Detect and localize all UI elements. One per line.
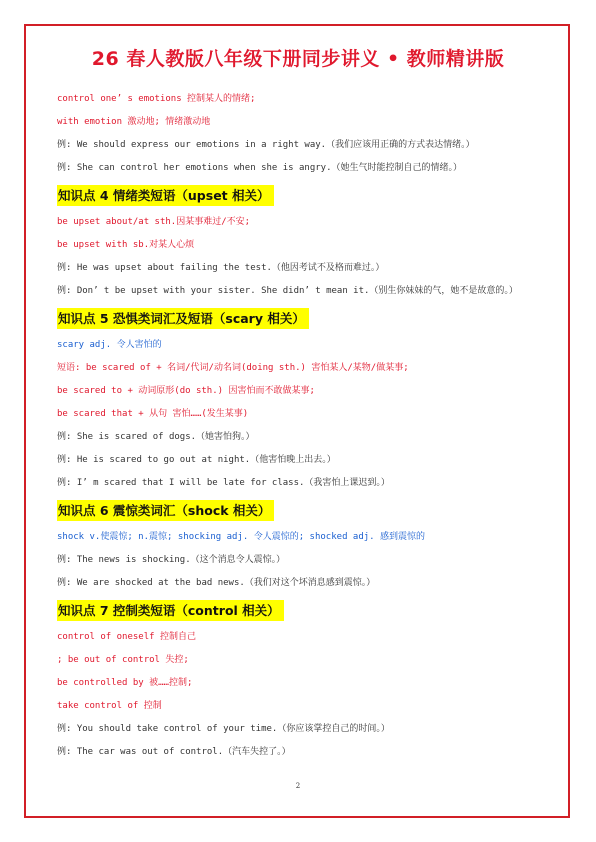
section-heading: 知识点 4 情绪类短语（upset 相关） xyxy=(57,185,274,206)
example-sentence xyxy=(57,280,557,303)
phrase-line xyxy=(57,403,557,426)
line-text: be scared that + 从句 害怕……(发生某事) xyxy=(57,409,249,419)
line-text: be upset with sb.对某人心烦 xyxy=(57,240,195,250)
document-body xyxy=(57,88,557,764)
phrase-line xyxy=(57,111,557,134)
phrase-line xyxy=(57,380,557,403)
phrase-line xyxy=(57,357,557,380)
section-heading-row xyxy=(57,303,557,334)
line-text: 例: She can control her emotions when she is angry.（她生气时能控制自己的情绪。） xyxy=(57,163,463,173)
line-text: ; be out of control 失控; xyxy=(57,655,189,665)
example-sentence xyxy=(57,572,557,595)
line-text: be upset about/at sth.因某事难过/不安; xyxy=(57,217,251,227)
page-number: 2 xyxy=(295,782,301,790)
phrase-line xyxy=(57,234,557,257)
phrase-line xyxy=(57,672,557,695)
line-text: 例: He was upset about failing the test.（他因考试不及格而难过。） xyxy=(57,263,385,273)
page-title: 26 春人教版八年级下册同步讲义 • 教师精讲版 xyxy=(91,48,505,70)
section-heading: 知识点 5 恐惧类词汇及短语（scary 相关） xyxy=(57,308,309,329)
line-text: 例: We should express our emotions in a right way.（我们应该用正确的方式表达情绪。） xyxy=(57,140,475,150)
section-heading-row xyxy=(57,595,557,626)
line-text: scary adj. 令人害怕的 xyxy=(57,340,162,350)
section-heading: 知识点 6 震惊类词汇（shock 相关） xyxy=(57,500,274,521)
example-sentence xyxy=(57,257,557,280)
line-text: 短语: be scared of + 名词/代词/动名词(doing sth.) 害怕某人/某物/做某事; xyxy=(57,363,409,373)
vocab-definition xyxy=(57,334,557,357)
line-text: 例: She is scared of dogs.（她害怕狗。） xyxy=(57,432,255,442)
line-text: 例: I’ m scared that I will be late for class.（我害怕上课迟到。） xyxy=(57,478,390,488)
line-text: 例: The news is shocking.（这个消息令人震惊。） xyxy=(57,555,286,565)
example-sentence xyxy=(57,157,557,180)
phrase-line xyxy=(57,695,557,718)
line-text: be scared to + 动词原形(do sth.) 因害怕而不敢做某事; xyxy=(57,386,315,396)
line-text: 例: You should take control of your time.（你应该掌控自己的时间。） xyxy=(57,724,390,734)
section-heading: 知识点 7 控制类短语（control 相关） xyxy=(57,600,284,621)
section-heading-row xyxy=(57,495,557,526)
example-sentence xyxy=(57,741,557,764)
line-text: 例: We are shocked at the bad news.（我们对这个坏消息感到震惊。） xyxy=(57,578,376,588)
line-text: 例: He is scared to go out at night.（他害怕晚上出去。） xyxy=(57,455,336,465)
vocab-definition xyxy=(57,526,557,549)
example-sentence xyxy=(57,134,557,157)
phrase-line xyxy=(57,211,557,234)
line-text: with emotion 激动地; 情绪激动地 xyxy=(57,117,211,127)
phrase-line xyxy=(57,88,557,111)
phrase-line xyxy=(57,626,557,649)
line-text: 例: The car was out of control.（汽车失控了。） xyxy=(57,747,291,757)
line-text: 例: Don’ t be upset with your sister. She didn’ t mean it.（别生你妹妹的气，她不是故意的。） xyxy=(57,286,518,296)
section-heading-row xyxy=(57,180,557,211)
example-sentence xyxy=(57,472,557,495)
phrase-line xyxy=(57,649,557,672)
line-text: control one’ s emotions 控制某人的情绪; xyxy=(57,94,256,104)
line-text: be controlled by 被……控制; xyxy=(57,678,193,688)
line-text: shock v.使震惊; n.震惊; shocking adj. 令人震惊的; shocked adj. 感到震惊的 xyxy=(57,532,425,542)
example-sentence xyxy=(57,426,557,449)
line-text: control of oneself 控制自己 xyxy=(57,632,196,642)
example-sentence xyxy=(57,549,557,572)
example-sentence xyxy=(57,449,557,472)
example-sentence xyxy=(57,718,557,741)
line-text: take control of 控制 xyxy=(57,701,162,711)
